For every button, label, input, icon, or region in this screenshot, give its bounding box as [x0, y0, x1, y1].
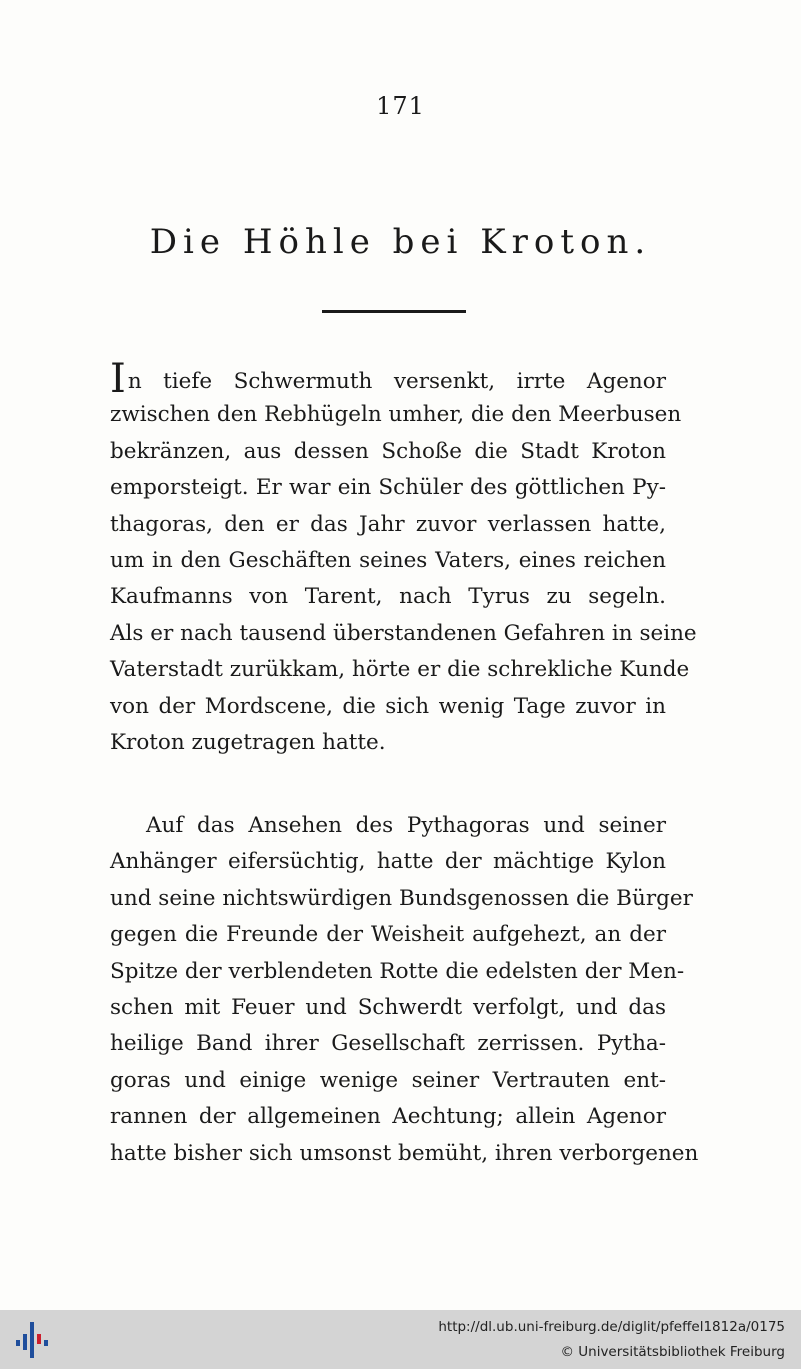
- page-number: 171: [376, 92, 425, 120]
- chapter-title: Die Höhle bei Kroton.: [149, 222, 652, 262]
- text-line: um in den Geschäften seines Vaters, eines reichen: [110, 547, 666, 573]
- text-line: Spitze der verblendeten Rotte die edelsten der Men-: [110, 958, 685, 984]
- text-line: Kaufmanns von Tarent, nach Tyrus zu segeln.: [110, 584, 666, 610]
- paragraph-1: [110, 356, 697, 761]
- text-line: schen mit Feuer und Schwerdt verfolgt, und das: [110, 994, 666, 1020]
- text-line: und seine nichtswürdigen Bundsgenossen die Bürger: [110, 885, 693, 911]
- text-line: Auf das Ansehen des Pythagoras und seiner: [146, 813, 666, 838]
- paragraph-2: [110, 808, 699, 1172]
- title-divider: [322, 310, 466, 313]
- text-line: bekränzen, aus dessen Schoße die Stadt Kroton: [110, 438, 666, 464]
- copyright-notice: © Universitätsbibliothek Freiburg: [560, 1344, 785, 1360]
- text-line: thagoras, den er das Jahr zuvor verlassen hatte,: [110, 511, 666, 537]
- ub-freiburg-logo-icon: [12, 1320, 52, 1360]
- text-line: zwischen den Rebhügeln umher, die den Meerbusen: [110, 402, 682, 428]
- text-line: Vaterstadt zurükkam, hörte er die schrekliche Kunde: [110, 657, 690, 683]
- text-line: hatte bisher sich umsonst bemüht, ihren verborgenen: [110, 1140, 699, 1166]
- text-line: heilige Band ihrer Gesellschaft zerrissen. Pytha-: [110, 1031, 666, 1057]
- text-line: goras und einige wenige seiner Vertrauten ent-: [110, 1067, 666, 1093]
- viewer-footer: [0, 1310, 801, 1369]
- text-line: Als er nach tausend überstandenen Gefahren in seine: [110, 620, 697, 646]
- text-line: emporsteigt. Er war ein Schüler des göttlichen Py-: [110, 475, 666, 501]
- text-line: gegen die Freunde der Weisheit aufgehezt, an der: [110, 922, 666, 948]
- text-line: Anhänger eifersüchtig, hatte der mächtige Kylon: [110, 849, 666, 875]
- text-line: Kroton zugetragen hatte.: [110, 729, 386, 755]
- initial-letter: I: [110, 356, 126, 402]
- text-line: von der Mordscene, die sich wenig Tage zuvor in: [110, 693, 666, 719]
- source-url[interactable]: http://dl.ub.uni-freiburg.de/diglit/pfeffel1812a/0175: [438, 1319, 785, 1335]
- text-line: rannen der allgemeinen Aechtung; allein Agenor: [110, 1104, 666, 1130]
- text-line: In tiefe Schwermuth versenkt, irrte Agenor: [110, 356, 666, 402]
